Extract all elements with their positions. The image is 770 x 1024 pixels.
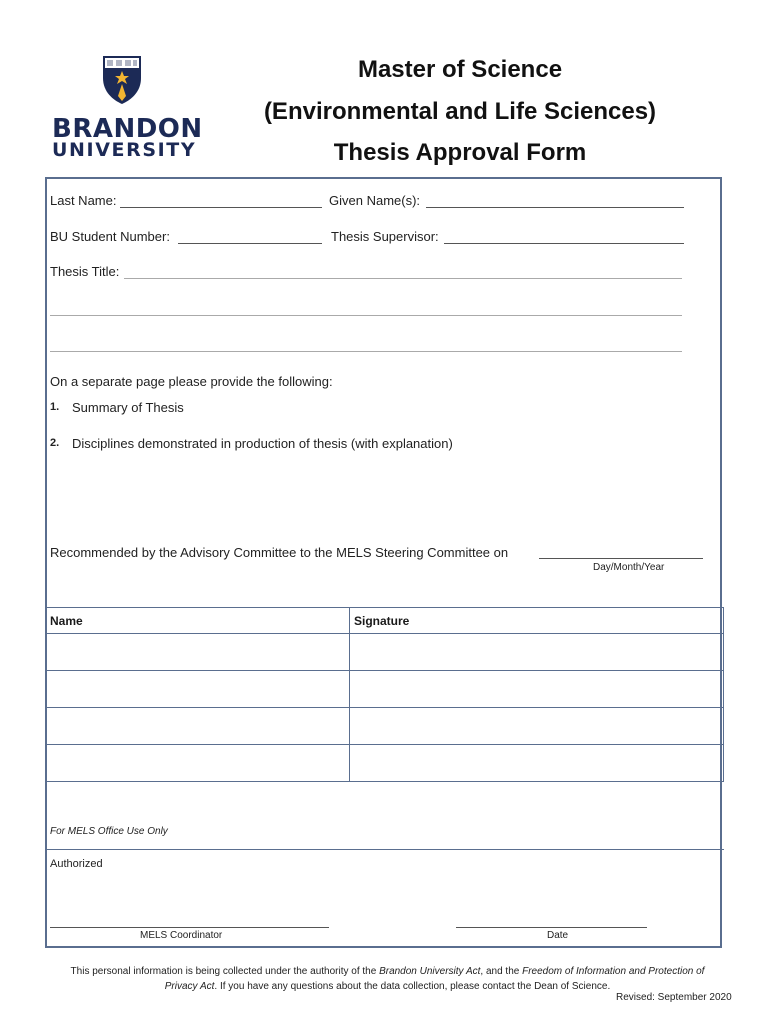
committee-signature-table — [45, 607, 724, 782]
form-title-line2: (Environmental and Life Sciences) — [263, 98, 657, 125]
coordinator-signature-field[interactable] — [50, 927, 329, 928]
given-names-label: Given Name(s): — [329, 193, 421, 208]
instruction-number-1: 1. — [50, 401, 60, 413]
university-crest-icon — [101, 54, 143, 106]
student-number-label: BU Student Number: — [50, 229, 170, 244]
table-row — [46, 708, 724, 745]
signature-column-header: Signature — [350, 608, 724, 634]
instruction-number-2: 2. — [50, 437, 60, 449]
date-format-hint: Day/Month/Year — [593, 562, 665, 573]
committee-name-cell[interactable] — [46, 671, 350, 708]
form-title-line1: Master of Science — [357, 56, 563, 83]
logo-wordmark-university: UNIVERSITY — [52, 139, 197, 161]
coordinator-label: MELS Coordinator — [140, 930, 223, 941]
thesis-title-label: Thesis Title: — [50, 264, 120, 279]
committee-signature-cell[interactable] — [350, 745, 724, 782]
recommendation-text: Recommended by the Advisory Committee to the MELS Steering Committee on — [50, 545, 509, 560]
table-row — [46, 671, 724, 708]
instruction-item-2: Disciplines demonstrated in production of thesis (with explanation) — [72, 436, 453, 451]
recommendation-date-field[interactable] — [539, 558, 703, 559]
committee-signature-cell[interactable] — [350, 671, 724, 708]
supervisor-label: Thesis Supervisor: — [331, 229, 439, 244]
given-names-field[interactable] — [426, 207, 684, 208]
form-title-line3: Thesis Approval Form — [333, 139, 587, 166]
committee-signature-cell[interactable] — [350, 708, 724, 745]
office-use-only-label: For MELS Office Use Only — [50, 826, 168, 837]
table-row — [46, 634, 724, 671]
supervisor-field[interactable] — [444, 243, 684, 244]
instruction-item-1: Summary of Thesis — [72, 400, 184, 415]
date-label: Date — [547, 930, 569, 941]
committee-signature-cell[interactable] — [350, 634, 724, 671]
student-number-field[interactable] — [178, 243, 322, 244]
authorized-date-field[interactable] — [456, 927, 647, 928]
thesis-title-field-line3[interactable] — [50, 351, 682, 352]
revision-date: Revised: September 2020 — [616, 992, 732, 1003]
committee-name-cell[interactable] — [46, 634, 350, 671]
section-divider — [45, 849, 724, 850]
last-name-field[interactable] — [120, 207, 322, 208]
logo-wordmark-brandon: BRANDON — [52, 114, 203, 144]
thesis-title-field-line1[interactable] — [124, 278, 682, 279]
last-name-label: Last Name: — [50, 193, 117, 208]
committee-name-cell[interactable] — [46, 708, 350, 745]
authorized-label: Authorized — [50, 858, 103, 870]
thesis-title-field-line2[interactable] — [50, 315, 682, 316]
table-row — [46, 745, 724, 782]
privacy-notice: This personal information is being collected under the authority of the Brandon University Act, and the Freedom of Information and Protection of Privacy Act. If you have any questions about the data collection, please contact the Dean of Science. — [70, 966, 705, 992]
instructions-intro: On a separate page please provide the following: — [50, 374, 333, 389]
name-column-header: Name — [46, 608, 350, 634]
committee-name-cell[interactable] — [46, 745, 350, 782]
